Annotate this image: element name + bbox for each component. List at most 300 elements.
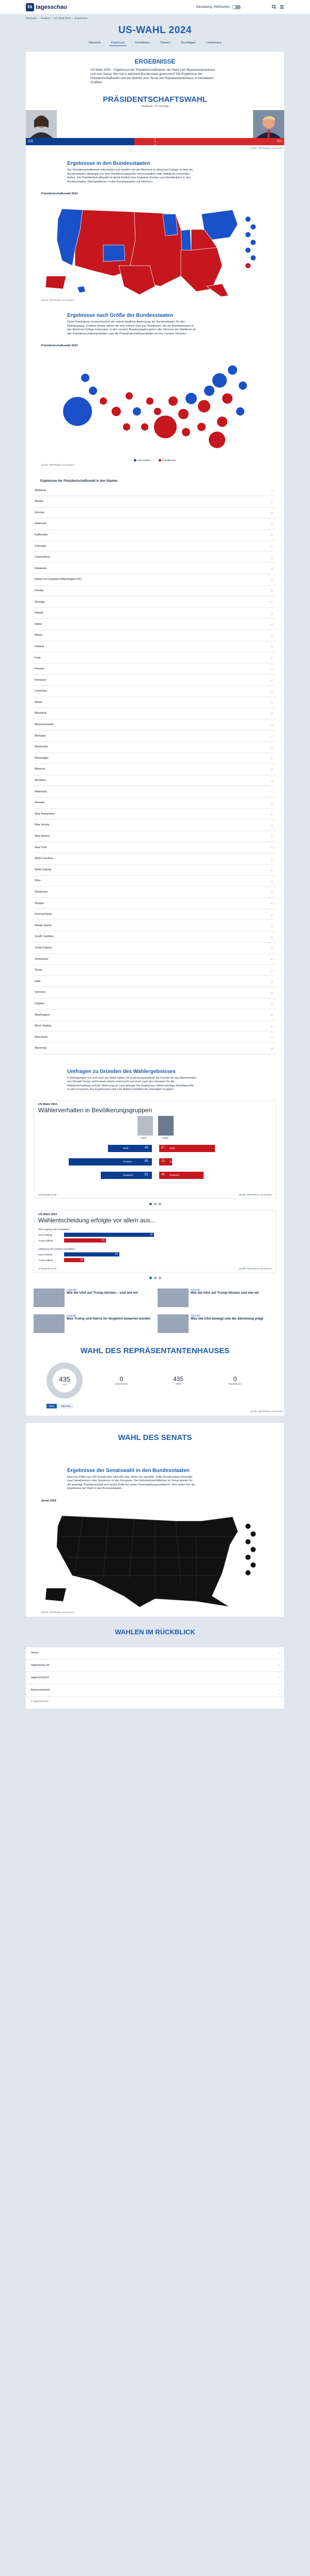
state-name: Delaware — [35, 566, 47, 570]
section-tabs — [26, 39, 284, 47]
state-name: New York — [35, 846, 47, 849]
tab-0[interactable]: Übersicht — [88, 41, 101, 44]
chevron-right-icon: › — [278, 1689, 279, 1692]
state-row[interactable] — [34, 775, 276, 787]
related-title: Was Trump und Harris im Vergleich bewertet werden — [67, 1316, 151, 1321]
state-row[interactable] — [34, 619, 276, 630]
chevron-down-icon: ⌄ — [270, 1024, 273, 1028]
electoral-bar-rep: 312 — [134, 138, 284, 145]
voter-groups-infographic — [34, 1100, 276, 1199]
chevron-down-icon: ⌄ — [270, 667, 273, 671]
state-row[interactable] — [34, 530, 276, 541]
chevron-right-icon: › — [278, 1651, 279, 1655]
senate-text: Etwa ein Drittel der 100 Senatssitze wird alle zwei Jahre neu gewählt. Jeder Bundesstaat entsendet zwei Senatorinnen oder Senatoren in den Kongress. Der Mehrheitsverhältnisse im Senat spielen für die jeweilige Präsidentschaft eine große Rolle bei vielen Gesetzgebungsverfahren. Hier sehen Sie die Ergebnisse der Wahl in den Bundesstaaten. — [67, 1475, 195, 1491]
house-tab[interactable]: Sitze — [47, 1404, 57, 1408]
harris-value: 45 — [145, 1146, 148, 1149]
harris-group-label: Schwarz — [123, 1160, 132, 1163]
state-name: Texas — [35, 969, 42, 972]
candidates-row — [26, 110, 284, 138]
page-title: US-WAHL 2024 — [118, 25, 192, 36]
state-name: Iowa — [35, 656, 41, 660]
chevron-down-icon: ⌄ — [270, 935, 273, 939]
us-results-map[interactable] — [26, 198, 284, 297]
carousel-dot[interactable] — [149, 1203, 152, 1205]
footer-link[interactable] — [26, 1660, 284, 1672]
state-row[interactable] — [34, 652, 276, 664]
tab-1[interactable]: Ergebnisse — [110, 40, 127, 46]
state-row[interactable] — [34, 764, 276, 775]
state-row[interactable] — [34, 920, 276, 931]
group-label: Ablehnung des anderen Kandidaten — [38, 1247, 75, 1250]
carousel-dot[interactable] — [154, 1203, 157, 1205]
state-row[interactable] — [34, 518, 276, 530]
us-map-svg — [26, 198, 284, 297]
related-article[interactable] — [158, 1314, 276, 1333]
state-row[interactable] — [34, 987, 276, 999]
state-row[interactable] — [34, 686, 276, 697]
trump-value: 13 — [161, 1159, 165, 1163]
state-row[interactable] — [34, 1043, 276, 1054]
trump-thumb — [158, 1116, 174, 1136]
state-row[interactable] — [34, 798, 276, 809]
senate-heading: WAHL DES SENATS — [118, 1433, 192, 1442]
senate-chart-label: Senat 2024 — [41, 1499, 56, 1502]
state-name: Oregon — [35, 901, 44, 905]
related-article[interactable] — [34, 1314, 152, 1333]
chevron-down-icon: ⌄ — [270, 611, 273, 615]
senate-map-svg — [26, 1506, 284, 1609]
chevron-down-icon: ⌄ — [270, 946, 273, 950]
state-row[interactable] — [34, 842, 276, 853]
state-name: Arizona — [35, 511, 44, 514]
infographic-foot-right: Quelle: NEP/Edison via Reuters — [239, 1193, 272, 1196]
state-name: North Carolina — [35, 857, 53, 861]
related-kicker: Infografik — [191, 1288, 200, 1291]
state-name: Utah — [35, 979, 41, 983]
house-source: Quelle: NEP/Edison via Reuters — [250, 1409, 283, 1413]
decision-value: 41 — [115, 1253, 118, 1256]
house-total-label: Sitze — [62, 1383, 67, 1386]
trump-group-label: Hispanics — [169, 1173, 180, 1176]
decision-value: 31 — [102, 1239, 105, 1243]
chevron-down-icon: ⌄ — [270, 790, 273, 794]
map-section-heading: Ergebnisse in den Bundesstaaten — [67, 161, 150, 166]
state-row[interactable] — [34, 730, 276, 742]
related-title: Wie die USA auf Trump blicken – und wie wir — [67, 1291, 138, 1295]
map-chart-label: Präsidentschaftswahl 2024 — [41, 192, 78, 195]
state-row[interactable] — [34, 831, 276, 842]
chevron-down-icon: ⌄ — [270, 991, 273, 994]
header-icons — [272, 5, 284, 9]
related-articles — [34, 1289, 276, 1333]
state-name: District of Columbia (Washington DC) — [35, 578, 82, 581]
related-thumbnail — [158, 1314, 189, 1333]
bubble-section-text: Diese Darstellung veranschaulicht die unterschiedliche Bedeutung der Bundesstaaten für den Wahlausgang. Größere Kreise stehen für eine höhere Zahl von Wahlleuten, die die Bundesstaaten in das Electoral College entsenden. In den meisten Bundesstaaten gehen alle Stimmen der Wahlleute an den Präsidentschaftskandidaten oder die Präsidentschaftskandidatin mit den meisten Stimmen. — [67, 320, 196, 335]
state-name: Hawaii — [35, 611, 43, 615]
infographic-foot-left: Umfrage/Exit-Poll — [38, 1267, 57, 1270]
state-name: Mississippi — [35, 756, 49, 760]
chevron-down-icon: ⌄ — [270, 1036, 273, 1039]
state-name: New Mexico — [35, 835, 50, 838]
chevron-down-icon: ⌄ — [270, 1002, 273, 1006]
majority-line — [155, 138, 156, 145]
chevron-down-icon: ⌄ — [270, 812, 273, 816]
related-article[interactable] — [158, 1289, 276, 1307]
harris-photo — [26, 110, 57, 138]
house-results — [47, 1362, 284, 1399]
house-stat: 0 Demokraten — [115, 1375, 128, 1386]
col-right-label: Trump — [162, 1136, 168, 1139]
chevron-down-icon: ⌄ — [270, 578, 273, 581]
search-icon[interactable] — [272, 5, 276, 9]
related-kicker: Infografik — [67, 1288, 76, 1291]
chevron-down-icon: ⌄ — [270, 556, 273, 559]
decision-row-label: Harris-Wähler — [38, 1233, 53, 1236]
map-section-text: Der Präsidentschaftswahl entscheidet sich letztlich mit der Mehrheit im Electoral College, in dem die Bundesstaaten abhängig von ihrer Bevölkerungsgröße unterschiedlich viele Wahlleute entsenden dürfen. Die Präsidentschaftswahl ist damit letztlich eine Ergebnis-Summe von Einzelwahlen in den Bundesstaaten. Nachgeblieben: in den Bundesstaaten mit Stimmen. — [67, 168, 193, 183]
retro-heading: WAHLEN IM RÜCKBLICK — [115, 1628, 195, 1636]
chevron-down-icon: ⌄ — [270, 1047, 273, 1050]
senate-card — [26, 1423, 284, 1617]
trump-bar — [159, 1145, 215, 1152]
trump-value: 57 — [161, 1146, 165, 1149]
state-name: North Dakota — [35, 868, 52, 871]
senate-sub-heading: Ergebnisse der Senatswahl in den Bundesstaaten — [67, 1467, 190, 1474]
breadcrumb — [0, 14, 310, 23]
decision-row-label: Harris-Wähler — [38, 1253, 53, 1256]
state-row[interactable] — [34, 820, 276, 831]
chevron-down-icon: ⌄ — [270, 958, 273, 961]
chevron-right-icon: › — [278, 1664, 279, 1667]
logo-text: tagesschau — [36, 4, 67, 10]
chevron-down-icon: ⌄ — [270, 891, 273, 894]
state-row[interactable] — [34, 586, 276, 597]
state-row[interactable] — [34, 708, 276, 719]
state-row[interactable] — [34, 876, 276, 887]
footer-link[interactable] — [26, 1647, 284, 1660]
related-thumbnail — [34, 1314, 65, 1333]
logo[interactable] — [26, 3, 67, 11]
electoral-bar-wrap — [26, 138, 284, 145]
states-accordion — [34, 485, 276, 1054]
state-name: Maine — [35, 700, 42, 704]
bubble-source: Quelle: NEP/Edison via Reuters — [41, 464, 74, 467]
state-row[interactable] — [34, 563, 276, 574]
decision-row-label: Trump-Wähler — [38, 1259, 53, 1262]
state-name: West Virginia — [35, 1024, 52, 1028]
tab-5[interactable]: Livestreams — [206, 41, 222, 44]
results-card — [26, 52, 284, 1416]
state-row[interactable] — [34, 742, 276, 753]
state-name: Georgia — [35, 600, 45, 604]
state-row[interactable] — [34, 954, 276, 965]
chevron-down-icon: ⌄ — [270, 980, 273, 984]
footer-copyright: © tagesschau.de — [26, 1697, 284, 1709]
state-name: Missouri — [35, 768, 45, 771]
state-name: Alabama — [35, 488, 46, 492]
state-row[interactable] — [34, 541, 276, 552]
chevron-down-icon: ⌄ — [270, 533, 273, 537]
infographic-tag: US-Wahl 2024 — [38, 1213, 57, 1216]
survey-text: In Befragungen vor und nach der Wahl haben US-Forschungsinstitute die Gründe für das Abschneiden von Donald Trump und Kamala Harris untersucht und auch nach den Gründen für die Wahlentscheidung und die Stimmung im Land gefragt. Die Ergebnisse liefern wichtige Anhaltspunkte zu den Ursachen des Ergebnisses und zum Wählerverhalten der jeweiligen Gruppen. — [67, 1076, 196, 1092]
chevron-right-icon: › — [278, 1676, 279, 1680]
state-name: Louisiana — [35, 689, 47, 693]
state-name: Vermont — [35, 991, 45, 994]
infographic-title: Wählerverhalten in Bevölkerungsgruppen — [38, 1106, 152, 1114]
house-stat: 435 Offen — [173, 1375, 184, 1386]
state-row[interactable] — [34, 976, 276, 987]
state-name: Rhode Island — [35, 924, 52, 927]
carousel-dot[interactable] — [159, 1203, 161, 1205]
chevron-down-icon: ⌄ — [270, 511, 273, 515]
intro-text: US-Wahl 2024 – Ergebnisse der Präsidentschaftswahl, der Wahl zum Repräsentantenhaus und zum Senat: Wer hat in welchem Bundesstaat gewonnen? Die Ergebnisse der Präsidentschaftswahl und der Wahlen zum Senat und Repräsentantenhaus in interaktiven Grafiken. — [90, 69, 215, 84]
states-heading: Ergebnisse der Präsidentschaftswahl in den Staaten — [40, 480, 118, 483]
presidential-heading: PRÄSIDENTSCHAFTSWAHL — [103, 95, 207, 104]
chevron-down-icon: ⌄ — [270, 712, 273, 715]
state-name: Wisconsin — [35, 1035, 48, 1039]
related-thumbnail — [34, 1289, 65, 1307]
state-row[interactable] — [34, 664, 276, 675]
legend-rep: Republikaner — [159, 459, 176, 462]
harris-value: 85 — [145, 1159, 148, 1163]
chevron-down-icon: ⌄ — [270, 679, 273, 682]
footer-link[interactable] — [26, 1672, 284, 1684]
chevron-down-icon: ⌄ — [270, 801, 273, 805]
state-name: Alaska — [35, 500, 43, 503]
state-name: Nebraska — [35, 790, 47, 793]
footer-link-label: Home — [31, 1651, 39, 1655]
state-row[interactable] — [34, 943, 276, 954]
state-name: Florida — [35, 589, 43, 592]
house-tab[interactable]: Stimmen — [59, 1404, 73, 1408]
chevron-down-icon: ⌄ — [270, 601, 273, 604]
source-note: Quelle: NEP/Edison via Reuters — [250, 147, 283, 149]
state-row[interactable] — [34, 786, 276, 798]
state-row[interactable] — [34, 719, 276, 731]
related-kicker: Infografik — [67, 1314, 76, 1317]
state-name: Virginia — [35, 1002, 44, 1005]
harris-bar — [69, 1158, 152, 1166]
main-content — [26, 23, 284, 1647]
col-left-label: Harris — [141, 1136, 147, 1139]
breadcrumb-sep: › — [72, 17, 73, 20]
chevron-down-icon: ⌄ — [270, 913, 273, 916]
map-source: Quelle: NEP/Edison via Reuters — [41, 299, 74, 301]
state-name: Maryland — [35, 712, 47, 715]
state-row[interactable] — [34, 753, 276, 764]
decision-row — [38, 1238, 272, 1244]
bubble-chart-label: Präsidentschaftswahl 2024 — [41, 344, 78, 347]
breadcrumb-sep: › — [38, 17, 39, 20]
theme-toggle-label: Darstellung: Hell/Dunkel — [196, 5, 229, 9]
chevron-down-icon: ⌄ — [270, 589, 273, 593]
footer-link-label: tagesschau.de — [31, 1664, 50, 1667]
state-name: New Jersey — [35, 823, 50, 827]
chevron-down-icon: ⌄ — [270, 545, 273, 548]
chevron-down-icon: ⌄ — [270, 757, 273, 760]
state-name: Kentucky — [35, 678, 47, 682]
state-name: Colorado — [35, 544, 47, 548]
state-row[interactable] — [34, 574, 276, 586]
house-donut — [47, 1362, 83, 1399]
footer-link-label: tagesschau24 — [31, 1676, 49, 1680]
decision-bar — [64, 1238, 106, 1243]
tab-2[interactable]: Kandidaten — [135, 41, 150, 44]
house-total: 435 — [59, 1375, 70, 1383]
state-row[interactable] — [34, 697, 276, 709]
state-row[interactable] — [34, 630, 276, 641]
chevron-down-icon: ⌄ — [270, 924, 273, 928]
house-stat: 0 Republikaner — [228, 1375, 242, 1386]
senate-source: Quelle: NEP/Edison via Reuters — [41, 1611, 74, 1614]
state-row[interactable] — [34, 1032, 276, 1043]
trump-group-label: Weiß — [169, 1146, 175, 1149]
state-row[interactable] — [34, 909, 276, 921]
decision-row — [38, 1232, 272, 1238]
state-row[interactable] — [34, 1021, 276, 1032]
chevron-down-icon: ⌄ — [270, 879, 273, 883]
carousel-dot[interactable] — [159, 1277, 161, 1279]
decision-row — [38, 1258, 272, 1263]
state-row[interactable] — [34, 596, 276, 608]
decision-value: 67 — [150, 1233, 153, 1237]
state-row[interactable] — [34, 1009, 276, 1021]
chevron-down-icon: ⌄ — [270, 645, 273, 649]
state-row[interactable] — [34, 887, 276, 898]
state-name: Washington — [35, 1013, 50, 1017]
state-name: Minnesota — [35, 745, 48, 749]
state-row[interactable] — [34, 999, 276, 1010]
state-name: Indiana — [35, 645, 44, 648]
theme-toggle[interactable] — [232, 5, 241, 9]
state-name: Michigan — [35, 734, 47, 738]
state-row[interactable] — [34, 496, 276, 508]
related-thumbnail — [158, 1289, 189, 1307]
state-name: Pennsylvania — [35, 913, 52, 916]
chevron-down-icon: ⌄ — [270, 745, 273, 749]
state-name: New Hampshire — [35, 812, 55, 816]
related-title: Wie die USA auf Trump blicken und wie wir — [191, 1291, 259, 1295]
infographic-title: Wahlentscheidung erfolgte vor allem aus... — [38, 1216, 156, 1224]
state-row[interactable] — [34, 865, 276, 876]
decision-bar — [64, 1258, 84, 1262]
state-name: Kansas — [35, 667, 44, 671]
state-name: Montana — [35, 779, 46, 783]
decision-bar — [64, 1233, 154, 1237]
voter-groups-chart — [34, 1114, 276, 1191]
state-name: Ohio — [35, 879, 41, 883]
decision-row-label: Trump-Wähler — [38, 1239, 53, 1242]
infographic-foot-left: Umfrage/Exit-Poll — [38, 1193, 57, 1196]
related-kicker: Infografik — [191, 1314, 200, 1317]
state-row[interactable] — [34, 898, 276, 909]
state-name: Idaho — [35, 622, 42, 626]
bubble-section-heading: Ergebnisse nach Größe der Bundesstaaten — [67, 313, 174, 318]
chevron-down-icon: ⌄ — [270, 1014, 273, 1017]
chevron-down-icon: ⌄ — [270, 634, 273, 637]
bubble-map[interactable] — [26, 349, 284, 458]
group-label: Überzeugung vom Kandidaten — [38, 1228, 70, 1231]
state-row[interactable] — [34, 809, 276, 820]
decision-row — [38, 1252, 272, 1258]
state-row[interactable] — [34, 931, 276, 943]
state-row[interactable] — [34, 552, 276, 563]
chevron-down-icon: ⌄ — [270, 689, 273, 693]
state-name: Oklahoma — [35, 890, 48, 894]
chevron-down-icon: ⌄ — [270, 500, 273, 503]
theme-toggle-group — [196, 5, 241, 9]
footer-link[interactable] — [26, 1684, 284, 1697]
related-article[interactable] — [34, 1289, 152, 1307]
chevron-down-icon: ⌄ — [270, 723, 273, 727]
breadcrumb-item[interactable]: Startseite — [26, 17, 37, 20]
house-tabs — [47, 1404, 284, 1408]
breadcrumb-item[interactable]: US-Wahl 2024 — [54, 17, 71, 20]
senate-map[interactable] — [26, 1506, 284, 1609]
trump-value: 45 — [161, 1173, 165, 1176]
decision-value: 15 — [80, 1259, 83, 1262]
state-row[interactable] — [34, 965, 276, 976]
state-name: Wyoming — [35, 1047, 47, 1050]
tab-3[interactable]: Themen — [160, 41, 171, 44]
intro-heading: ERGEBNISSE — [134, 58, 176, 65]
state-name: Massachusetts — [35, 723, 54, 727]
presidential-subtitle: Wahlleute, 270 benötigt — [141, 105, 169, 108]
tab-4[interactable]: Grundlagen — [181, 41, 196, 44]
chevron-down-icon: ⌄ — [270, 623, 273, 626]
trump-group-label: Schwarz — [169, 1160, 179, 1163]
trump-bar — [159, 1172, 204, 1179]
site-header — [0, 0, 310, 14]
bubble-map-svg — [26, 349, 284, 458]
state-row[interactable] — [34, 853, 276, 865]
chevron-down-icon: ⌄ — [270, 969, 273, 972]
harris-thumb — [137, 1116, 153, 1136]
carousel-dot[interactable] — [149, 1277, 152, 1279]
state-row[interactable] — [34, 508, 276, 519]
chevron-down-icon: ⌄ — [270, 857, 273, 861]
chevron-down-icon: ⌄ — [270, 701, 273, 704]
breadcrumb-item[interactable]: Ausland — [40, 17, 50, 20]
state-row[interactable] — [34, 608, 276, 619]
state-name: South Carolina — [35, 935, 54, 939]
carousel-dots — [26, 1277, 284, 1279]
carousel-dot[interactable] — [154, 1277, 157, 1279]
decision-bar — [64, 1252, 119, 1256]
state-name: Illinois — [35, 634, 43, 637]
state-row[interactable] — [34, 485, 276, 496]
chevron-down-icon: ⌄ — [270, 868, 273, 872]
bubble-legend — [26, 459, 284, 462]
chevron-down-icon: ⌄ — [270, 835, 273, 838]
chevron-down-icon: ⌄ — [270, 846, 273, 850]
footer-links — [26, 1647, 284, 1697]
related-title: Was die USA bewegt und die Stimmung prägt — [191, 1316, 264, 1321]
survey-heading: Umfragen zu Gründen des Wahlergebnisses — [67, 1068, 176, 1075]
infographic-foot-right: Quelle: NEP/Edison via Reuters — [239, 1267, 272, 1270]
state-name: Nevada — [35, 801, 44, 805]
state-row[interactable] — [34, 641, 276, 653]
menu-icon[interactable] — [280, 5, 284, 9]
chevron-down-icon: ⌄ — [270, 734, 273, 738]
harris-value: 52 — [145, 1173, 148, 1176]
state-row[interactable] — [34, 674, 276, 686]
trump-photo — [253, 110, 284, 138]
chevron-down-icon: ⌄ — [270, 567, 273, 571]
state-name: Arkansas — [35, 522, 47, 526]
decision-infographic — [34, 1210, 276, 1272]
state-name: Tennessee — [35, 957, 49, 961]
chevron-down-icon: ⌄ — [270, 823, 273, 827]
